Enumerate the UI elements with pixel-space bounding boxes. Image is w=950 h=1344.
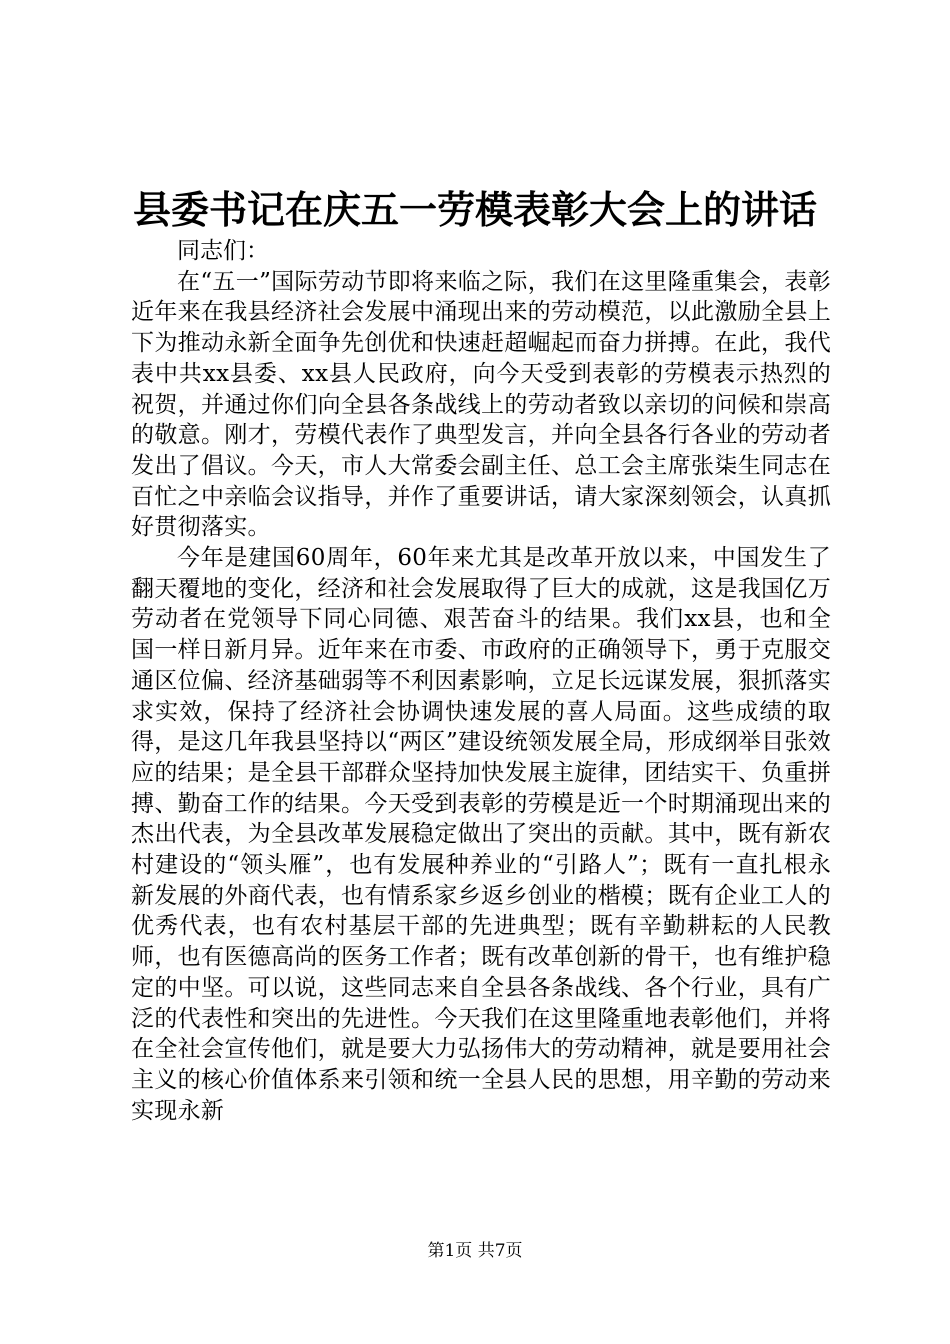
document-body xyxy=(131,236,831,1126)
page-number-footer: 第1页 共7页 xyxy=(427,1241,523,1261)
document-title: 县委书记在庆五一劳模表彰大会上的讲话 xyxy=(132,187,817,232)
paragraph-2: 今年是建国60周年，60年来尤其是改革开放以来，中国发生了翻天覆地的变化，经济和社会发展取得了巨大的成就，这是我国亿万劳动者在党领导下同心同德、艰苦奋斗的结果。我们xx县，也和全国一样日新月异。近年来在市委、市政府的正确领导下，勇于克服交通区位偏、经济基础弱等不利因素影响，立足长远谋发展，狠抓落实求实效，保持了经济社会协调快速发展的喜人局面。这些成绩的取得，是这几年我县坚持以“两区”建设统领发展全局，形成纲举目张效应的结果；是全县干部群众坚持加快发展主旋律，团结实干、负重拼搏、勤奋工作的结果。今天受到表彰的劳模是近一个时期涌现出来的杰出代表，为全县改革发展稳定做出了突出的贡献。其中，既有新农村建设的“领头雁”，也有发展种养业的“引路人”；既有一直扎根永新发展的外商代表，也有情系家乡返乡创业的楷模；既有企业工人的优秀代表，也有农村基层干部的先进典型；既有辛勤耕耘的人民教师，也有医德高尚的医务工作者；既有改革创新的骨干，也有维护稳定的中坚。可以说，这些同志来自全县各条战线、各个行业，具有广泛的代表性和突出的先进性。今天我们在这里隆重地表彰他们，并将在全社会宣传他们，就是要大力弘扬伟大的劳动精神，就是要用社会主义的核心价值体系来引领和统一全县人民的思想，用辛勤的劳动来实现永新 xyxy=(131,545,831,1124)
paragraph-1: 在“五一”国际劳动节即将来临之际，我们在这里隆重集会，表彰近年来在我县经济社会发展中涌现出来的劳动模范，以此激励全县上下为推动永新全面争先创优和快速赶超崛起而奋力拼搏。在此，我代表中共xx县委、xx县人民政府，向今天受到表彰的劳模表示热烈的祝贺，并通过你们向全县各条战线上的劳动者致以亲切的问候和崇高的敬意。刚才，劳模代表作了典型发言，并向全县各行各业的劳动者发出了倡议。今天，市人大常委会副主任、总工会主席张柒生同志在百忙之中亲临会议指导，并作了重要讲话，请大家深刻领会，认真抓好贯彻落实。 xyxy=(131,268,831,541)
salutation: 同志们： xyxy=(177,238,269,264)
